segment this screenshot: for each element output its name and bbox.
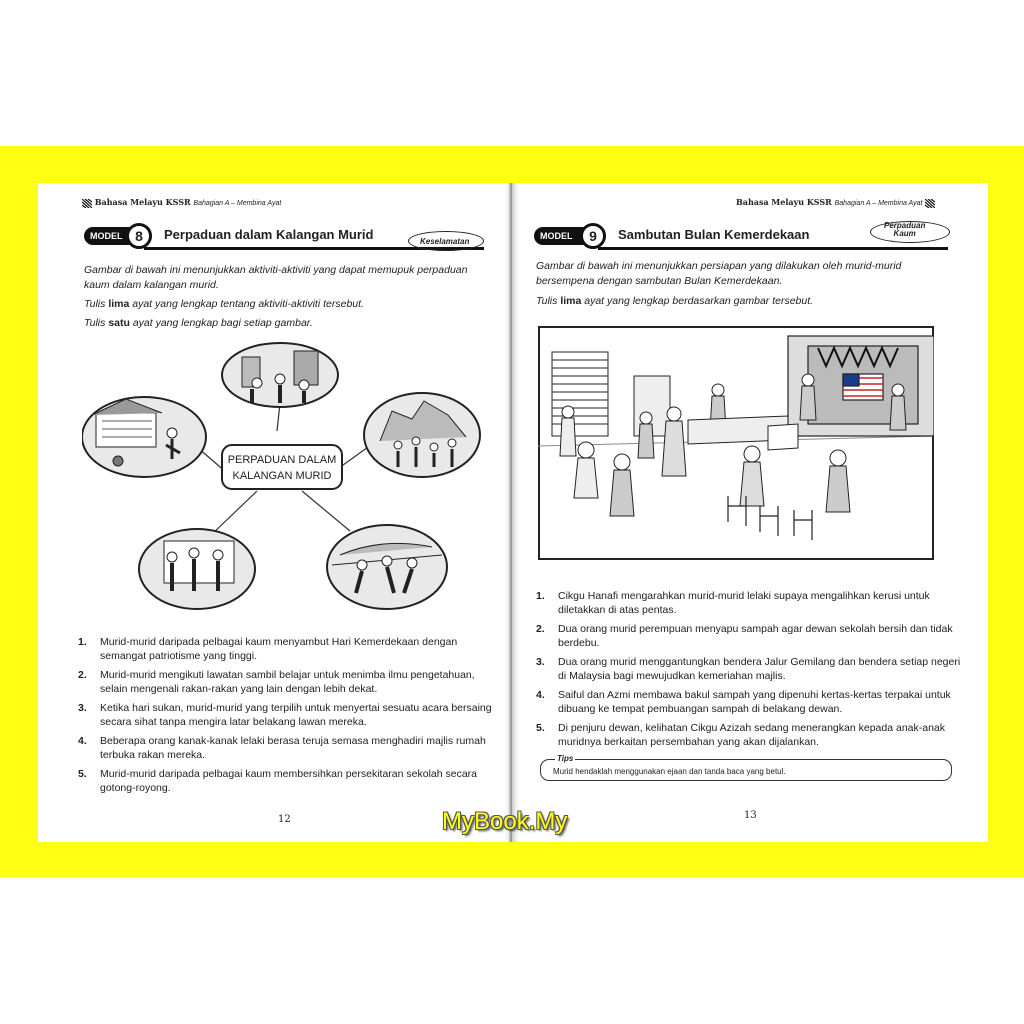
model-title: Sambutan Bulan Kemerdekaan (618, 227, 810, 242)
model-tag: Perpaduan Kaum (884, 221, 926, 238)
list-item: 1. Cikgu Hanafi mengarahkan murid-murid lelaki supaya mengalihkan kerusi untuk diletakkan di atas pentas. (536, 590, 930, 616)
unity-mindmap-illustration (82, 341, 482, 613)
running-head-series: Bahasa Melayu KSSR (736, 197, 832, 207)
list-item: 2. Dua orang murid perempuan menyapu sampah agar dewan sekolah bersih dan tidak berdebu. (536, 623, 953, 649)
instruction-2: Tulis lima ayat yang lengkap tentang aktiviti-aktiviti tersebut. (84, 298, 364, 310)
instruction-1: Gambar di bawah ini menunjukkan aktiviti-aktiviti yang dapat memupuk perpaduan kaum dalam kalangan murid. (84, 264, 468, 291)
list-item: 2. Murid-murid mengikuti lawatan sambil belajar untuk menimba ilmu pengetahuan, selain mengenali rakan-rakan yang lain dengan lebih dekat. (78, 669, 475, 695)
instruction-3: Tulis satu ayat yang lengkap bagi setiap gambar. (84, 317, 313, 329)
mindmap-center-box (222, 445, 342, 489)
left-instructions (84, 263, 494, 331)
mindmap-center-line-2: KALANGAN MURID (232, 470, 332, 482)
scene-open-house (139, 529, 255, 609)
school-hall-illustration (538, 326, 934, 560)
scene-sports-day (327, 525, 447, 609)
right-page-number: 13 (744, 810, 757, 821)
tips-text: Murid hendaklah menggunakan ejaan dan tanda baca yang betul. (553, 767, 786, 776)
left-page (38, 183, 512, 842)
list-item: 4. Saiful dan Azmi membawa bakul sampah yang dipenuhi kertas-kertas terpakai untuk dibuang ke tempat pembuangan sampah di belakang dewan. (536, 689, 951, 715)
model-underline (598, 247, 948, 250)
running-head-section: Bahagian A – Membina Ayat (834, 200, 923, 207)
model-8-header (84, 223, 484, 249)
list-item: 5. Di penjuru dewan, kelihatan Cikgu Azizah sedang menerangkan kepada anak-anak muridnya berkaitan persembahan yang akan dijalankan. (536, 722, 946, 748)
tips-box (540, 754, 952, 781)
left-running-head (82, 197, 281, 208)
running-head-section: Bahagian A – Membina Ayat (193, 200, 282, 207)
right-instructions (536, 259, 956, 309)
right-running-head (736, 197, 935, 208)
left-page-number: 12 (278, 814, 291, 825)
instruction-1: Gambar di bawah ini menunjukkan persiapan yang dilakukan oleh murid-murid bersempena dengan sambutan Bulan Kemerdekaan. (536, 260, 902, 287)
model-tag: Keselamatan (420, 237, 470, 246)
list-item: 4. Beberapa orang kanak-kanak lelaki berasa teruja semasa menghadiri majlis rumah terbuka rakan mereka. (78, 735, 486, 761)
scene-field-trip (364, 393, 480, 477)
model-9-header (534, 223, 954, 249)
scene-gotong-royong (82, 397, 206, 477)
right-page (512, 183, 988, 842)
list-item: 5. Murid-murid daripada pelbagai kaum membersihkan persekitaran sekolah secara gotong-royong. (78, 768, 478, 794)
instruction-2: Tulis lima ayat yang lengkap berdasarkan gambar tersebut. (536, 295, 814, 307)
list-item: 3. Ketika hari sukan, murid-murid yang terpilih untuk menyertai sesuatu acara bersaing secara sihat tanpa mengira latar belakang lawan mereka. (78, 702, 492, 728)
right-answer-list (536, 589, 966, 754)
list-item: 3. Dua orang murid menggantungkan bendera Jalur Gemilang dan bendera setiap negeri di Malaysia bagi mewujudkan kemeriahan majlis. (536, 656, 961, 682)
scene-merdeka-celebration (222, 343, 338, 407)
running-head-series: Bahasa Melayu KSSR (94, 197, 191, 207)
model-label: MODEL (534, 227, 594, 245)
hall-window (552, 352, 608, 436)
mindmap-center-line-1: PERPADUAN DALAM (227, 454, 337, 466)
model-label: MODEL (84, 227, 144, 245)
model-number: 8 (126, 223, 152, 249)
stripes-icon (925, 199, 935, 208)
stripes-icon (82, 199, 92, 208)
left-answer-list (78, 635, 492, 800)
watermark: MyBook.My (442, 808, 568, 835)
list-item: 1. Murid-murid daripada pelbagai kaum menyambut Hari Kemerdekaan dengan semangat patriotisme yang tinggi. (78, 636, 458, 662)
model-title: Perpaduan dalam Kalangan Murid (164, 227, 374, 242)
model-number: 9 (580, 223, 606, 249)
tips-label: Tips (557, 754, 574, 763)
